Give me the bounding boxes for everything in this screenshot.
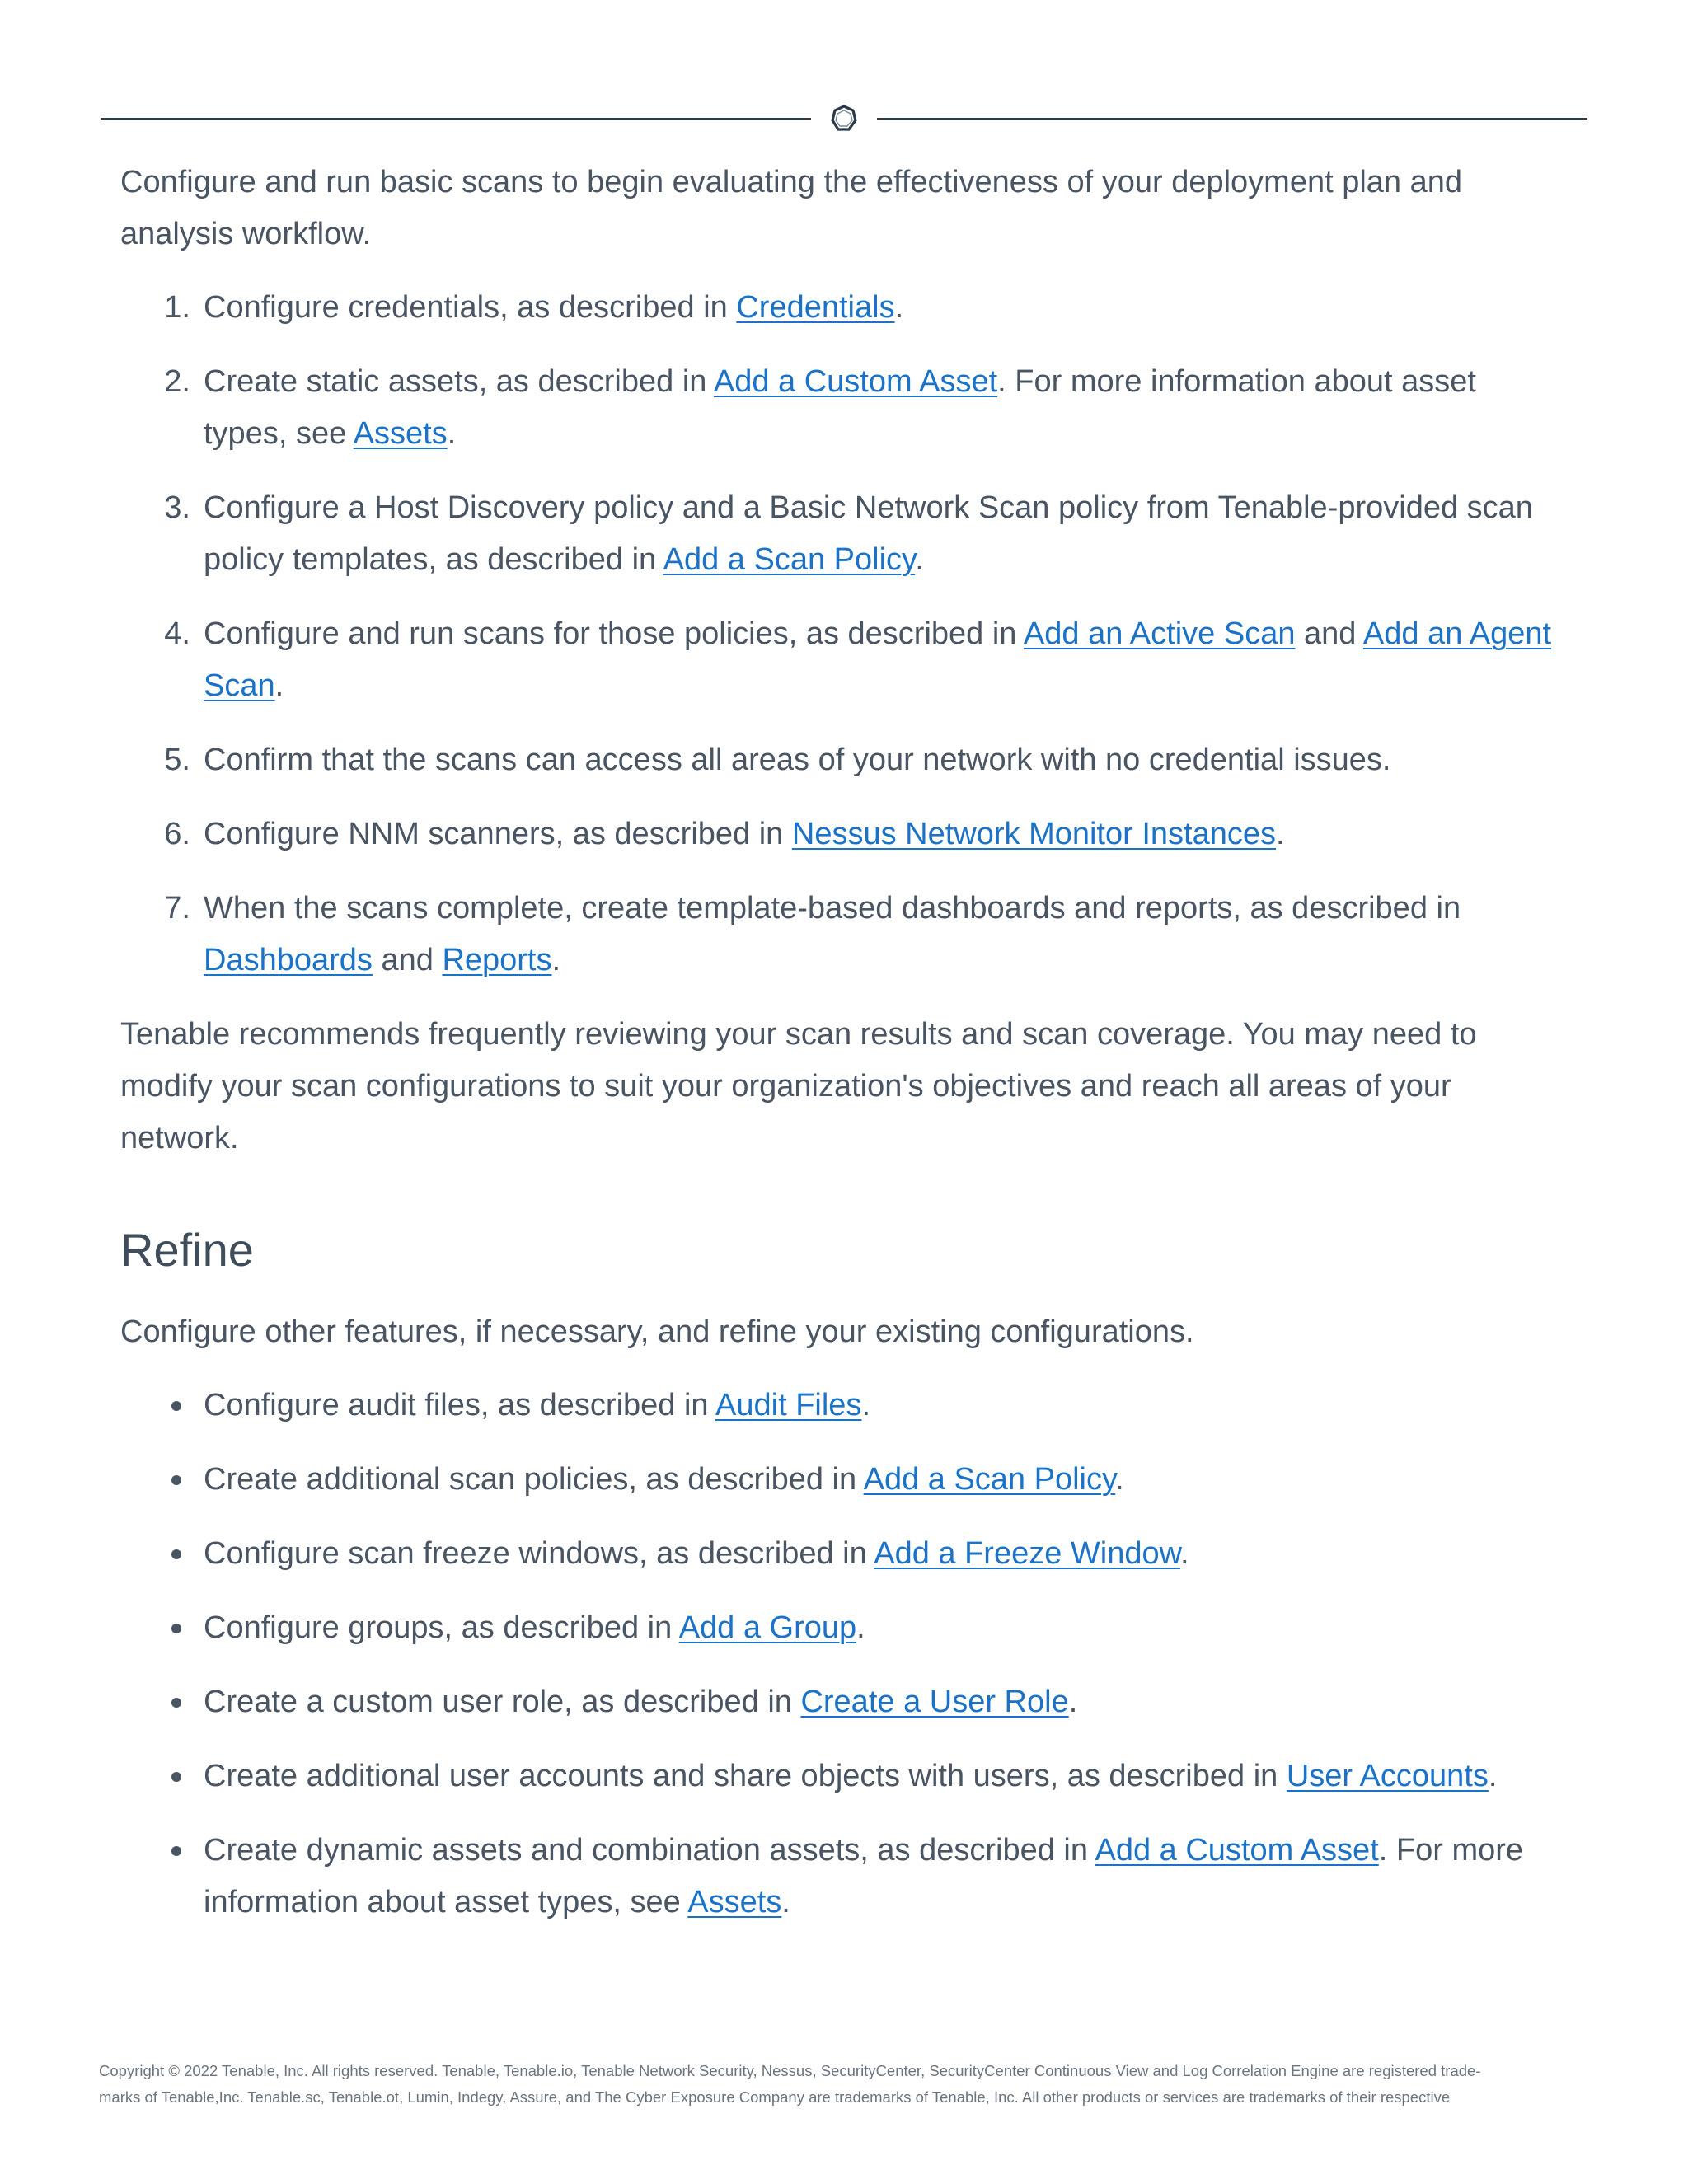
link-assets[interactable]: Assets xyxy=(353,416,448,451)
link-add-agent-scan[interactable]: Add an Agent Scan xyxy=(204,616,1552,703)
item-text: . xyxy=(1115,1462,1124,1497)
list-item xyxy=(120,1528,1554,1580)
list-item xyxy=(120,356,1554,460)
list-item xyxy=(120,282,1554,334)
step-text: . xyxy=(1275,817,1285,851)
item-text: Create additional scan policies, as described in xyxy=(204,1462,864,1497)
step-text: Configure and run scans for those policies, as described in xyxy=(204,616,1024,651)
link-add-custom-asset[interactable]: Add a Custom Asset xyxy=(1095,1833,1379,1868)
bullet-icon xyxy=(171,1549,181,1559)
step-number: 7. xyxy=(164,891,190,926)
list-item xyxy=(120,808,1554,860)
bullet-icon xyxy=(171,1698,181,1708)
refine-list xyxy=(120,1380,1554,1929)
step-number: 2. xyxy=(164,364,190,399)
section-heading-refine: Refine xyxy=(120,1224,254,1276)
item-text: . For more information about asset types, see xyxy=(204,1833,1524,1919)
step-number: 4. xyxy=(164,616,190,651)
refine-intro-paragraph: Configure other features, if necessary, and refine your existing configurations. xyxy=(120,1315,1194,1349)
step-text: Configure NNM scanners, as described in xyxy=(204,817,792,851)
step-number: 1. xyxy=(164,290,190,325)
tenable-logo-icon xyxy=(826,104,862,134)
intro-paragraph: Configure and run basic scans to begin evaluating the effectiveness of your deployment plan and analysis workflow. xyxy=(120,165,1463,251)
step-text: When the scans complete, create template-based dashboards and reports, as described in xyxy=(204,891,1461,926)
copyright-footer xyxy=(99,2058,1591,2111)
step-text: Create static assets, as described in xyxy=(204,364,714,399)
item-text: Create additional user accounts and share objects with users, as described in xyxy=(204,1759,1287,1793)
bullet-icon xyxy=(171,1475,181,1485)
item-text: Configure groups, as described in xyxy=(204,1610,679,1645)
link-dashboards[interactable]: Dashboards xyxy=(204,943,373,977)
step-text: . xyxy=(894,290,904,325)
item-text: Configure scan freeze windows, as described in xyxy=(204,1536,874,1571)
steps-list xyxy=(120,282,1554,987)
step-number: 3. xyxy=(164,490,190,525)
list-item xyxy=(120,482,1554,586)
footer-line-2: marks of Tenable,Inc. Tenable.sc, Tenable.ot, Lumin, Indegy, Assure, and The Cyber Exposure Company are trademarks of Tenable, Inc. All other products or services are trademarks of their respective xyxy=(99,2088,1451,2106)
step-text: Configure a Host Discovery policy and a Basic Network Scan policy from Tenable-provided scan policy templates, as described in xyxy=(204,490,1533,577)
step-text: and xyxy=(372,943,443,977)
link-assets[interactable]: Assets xyxy=(687,1885,782,1919)
bullet-icon xyxy=(171,1846,181,1856)
link-add-scan-policy[interactable]: Add a Scan Policy xyxy=(663,542,916,577)
link-add-scan-policy[interactable]: Add a Scan Policy xyxy=(863,1462,1116,1497)
item-text: Create dynamic assets and combination assets, as described in xyxy=(204,1833,1095,1868)
item-text: . xyxy=(1488,1759,1498,1793)
step-text: . xyxy=(447,416,457,451)
list-item xyxy=(120,883,1554,987)
step-text: . xyxy=(915,542,924,577)
bullet-icon xyxy=(171,1772,181,1782)
list-item xyxy=(120,1380,1554,1432)
link-create-user-role[interactable]: Create a User Role xyxy=(800,1685,1069,1719)
item-text: Configure audit files, as described in xyxy=(204,1388,716,1422)
header-rule-left xyxy=(101,118,811,120)
step-text: . For more information about asset types, see xyxy=(204,364,1476,451)
document-body xyxy=(120,157,1554,1951)
list-item xyxy=(120,1454,1554,1506)
link-reports[interactable]: Reports xyxy=(442,943,552,977)
step-number: 5. xyxy=(164,743,190,777)
recommendation-paragraph: Tenable recommends frequently reviewing your scan results and scan coverage. You may need to modify your scan configurations to suit your organization's objectives and reach all areas of your network. xyxy=(120,1017,1477,1155)
list-item xyxy=(120,734,1554,786)
footer-line-1: Copyright © 2022 Tenable, Inc. All rights reserved. Tenable, Tenable.io, Tenable Network Security, Nessus, SecurityCenter, SecurityCenter Continuous View and Log Correlation Engine are registered trade- xyxy=(99,2062,1481,2079)
list-item xyxy=(120,1602,1554,1654)
link-add-custom-asset[interactable]: Add a Custom Asset xyxy=(713,364,998,399)
bullet-icon xyxy=(171,1401,181,1411)
list-item xyxy=(120,1750,1554,1802)
step-number: 6. xyxy=(164,817,190,851)
bullet-icon xyxy=(171,1624,181,1633)
step-text: and xyxy=(1295,616,1363,651)
step-text: Confirm that the scans can access all areas of your network with no credential issues. xyxy=(204,743,1391,777)
step-text: Configure credentials, as described in xyxy=(204,290,737,325)
item-text: . xyxy=(1179,1536,1189,1571)
step-text: . xyxy=(274,668,284,703)
link-add-active-scan[interactable]: Add an Active Scan xyxy=(1023,616,1296,651)
step-text: . xyxy=(551,943,561,977)
header-rule-right xyxy=(877,118,1587,120)
link-credentials[interactable]: Credentials xyxy=(736,290,895,325)
item-text: . xyxy=(861,1388,870,1422)
item-text: . xyxy=(856,1610,865,1645)
link-audit-files[interactable]: Audit Files xyxy=(715,1388,862,1422)
link-nessus-network-monitor[interactable]: Nessus Network Monitor Instances xyxy=(791,817,1276,851)
link-add-group[interactable]: Add a Group xyxy=(678,1610,857,1645)
list-item xyxy=(120,1676,1554,1728)
item-text: . xyxy=(781,1885,790,1919)
header-rule xyxy=(101,104,1587,134)
item-text: Create a custom user role, as described in xyxy=(204,1685,801,1719)
list-item xyxy=(120,608,1554,712)
item-text: . xyxy=(1068,1685,1078,1719)
link-add-freeze-window[interactable]: Add a Freeze Window xyxy=(874,1536,1180,1571)
list-item xyxy=(120,1825,1554,1929)
link-user-accounts[interactable]: User Accounts xyxy=(1286,1759,1489,1793)
